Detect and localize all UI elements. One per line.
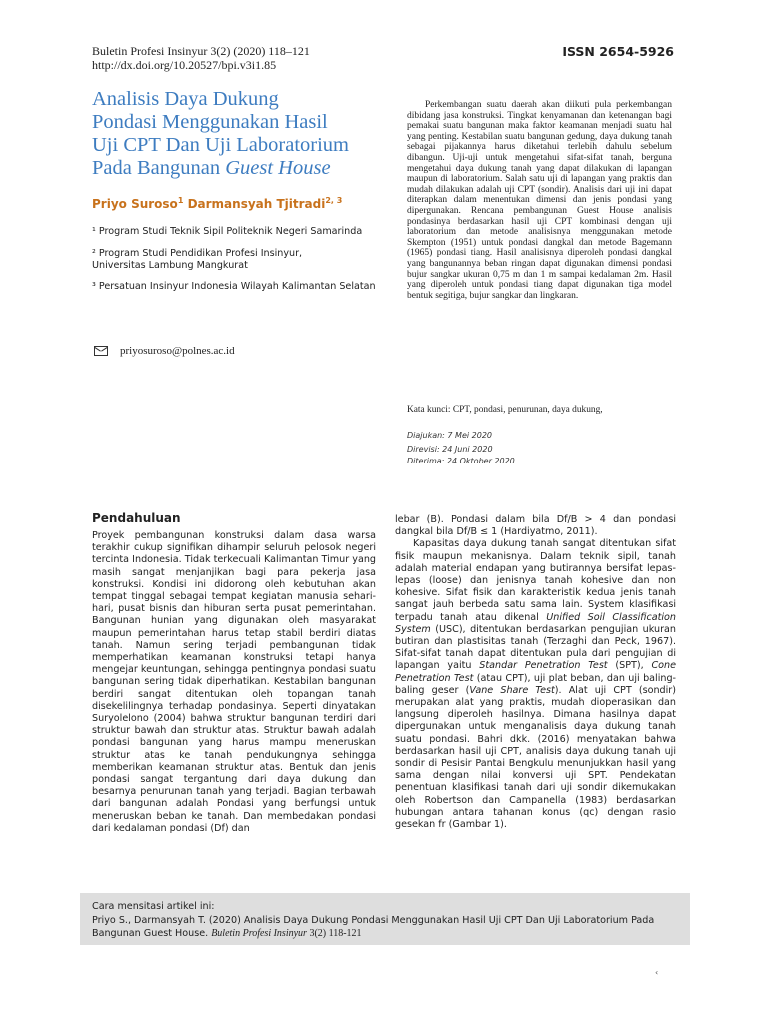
email-link[interactable]: priyosuroso@polnes.ac.id: [120, 345, 235, 357]
author-2: Darmansyah Tjitradi: [187, 197, 326, 211]
text-run: ). Alat uji CPT (sondir) merupakan alat yang praktis, mudah dioperasikan dan langsung diperoleh hasilnya. Dimana hasilnya dapat dipergunakan untuk menganalisis daya dukung tanah suatu pondasi. Bahri dkk. (2016) menyatakan bahwa berdasarkan hasil uji CPT, analisis daya dukung tanah uji sondir di Pesisir Pantai Bengkulu menunjukkan hasil yang sama dengan nilai konversi uji SPT. Pendekatan penentuan klasifikasi tanah dari uji sondir dikemukakan oleh Robertson dan Campanella (1983) berdasarkan hubungan antara tahanan konus (qc) dengan rasio gesekan fr (Gambar 1).: [395, 684, 676, 831]
text-run: (USC), ditentukan berdasarkan pengujian ukuran butiran dan plastisitas tanah (Terzaghi dan Peck, 1967). Sifat-sifat tanah dapat ditentukan pula dari pengujian di lapangan yaitu: [395, 623, 676, 672]
authors: [92, 196, 342, 211]
term-vst: Vane Share Test: [469, 684, 555, 696]
citation-volume: 3(2) 118-121: [306, 928, 362, 939]
paragraph: Proyek pembangunan konstruksi dalam dasa warsa terakhir cukup signifikan dihampir seluruh pelosok negeri tercinta Indonesia. Tidak terkecuali Kalimantan Timur yang masih sangat menjanjikan bagi para pekerja jasa konstruksi. Kondisi ini didorong oleh kebutuhan akan tempat tinggal sebagai tempat kegiatan manusia sehari-hari, pusat bisnis dan hiburan serta pusat pemerintahan. Bangunan hunian yang digunakan oleh masyarakat maupun pemerintahan harus tetap stabil berdiri diatas tanah. Namun sering terjadi pembangunan tidak memperhatikan keamanan konstruksi tetapi hanya mengejar keuntungan, sehingga pentingnya pondasi suatu bangunan sering tidak diperhatikan. Kestabilan bangunan berdiri sangat ditentukan oleh topangan tanah disekelilingnya terhadap pondasinya. Seperti dinyatakan Suryolelono (2004) bahwa struktur bangunan terdiri dari struktur bawah dan struktur atas. Struktur bawah adalah pondasi bangunan yang harus mampu meneruskan struktur atas ke tanah pendukungnya sehingga memberikan keamanan struktur atas. Bentuk dan jenis pondasi sangat tergantung dari daya dukung dan besarnya penurunan tanah yang terjadi. Bagian terbawah dari bangunan adalah Pondasi yang berfungsi untuk meneruskan beban ke tanah. Dan membedakan pondasi dari kedalaman pondasi (Df) dan: [92, 530, 376, 834]
affiliation-1: ¹ Program Studi Teknik Sipil Politeknik Negeri Samarinda: [92, 226, 363, 237]
text-run: (atau CPT), uji plat beban, dan uji baling-baling geser (: [395, 672, 676, 696]
body-column-right: [395, 514, 676, 831]
corner-mark: ‹: [655, 968, 659, 977]
title-line-3: Uji CPT Dan Uji Laboratorium: [92, 134, 349, 156]
envelope-icon: [94, 346, 108, 356]
date-accepted: Diterima: 24 Oktober 2020: [407, 457, 515, 463]
author-1-affil: 1: [177, 196, 184, 205]
term-uscs: Unified Soil Classification System: [395, 611, 676, 635]
keywords: Kata kunci: CPT, pondasi, penurunan, daya dukung,: [407, 405, 603, 415]
citation-journal: Buletin Profesi Insinyur: [211, 928, 307, 939]
term-cpt: Cone Penetration Test: [395, 660, 676, 684]
text-run: (SPT),: [607, 660, 652, 672]
citation-main: Priyo S., Darmansyah T. (2020) Analisis Daya Dukung Pondasi Menggunakan Hasil Uji CPT Dan Uji Laboratorium Pada Bangunan Guest House.: [92, 915, 655, 939]
title-line-4-italic: Guest House: [225, 157, 331, 179]
affiliation-3: ³ Persatuan Insinyur Indonesia Wilayah Kalimantan Selatan: [92, 281, 376, 292]
issn: ISSN 2654-5926: [562, 44, 674, 59]
author-1: Priyo Suroso: [92, 197, 178, 211]
journal-doi[interactable]: http://dx.doi.org/10.20527/bpi.v3i1.85: [92, 58, 277, 72]
date-submitted: Diajukan: 7 Mei 2020: [407, 431, 493, 440]
paragraph: lebar (B). Pondasi dalam bila Df/B > 4 dan pondasi dangkal bila Df/B ≤ 1 (Hardiyatmo, 2011).: [395, 514, 676, 538]
citation-label: Cara mensitasi artikel ini:: [92, 901, 215, 912]
title-line-4: [92, 157, 392, 180]
text-run: Kapasitas daya dukung tanah sangat ditentukan sifat fisik maupun mekanisnya. Dalam teknik sipil, tanah adalah material endapan yang butirannya bersifat lepas-lepas (loose) dan jenisnya tanah kohesive dan non kohesive. Sifat fisik dan karakteristik kedua jenis tanah sangat jauh berbeda satu sama lain. System klasifikasi terpadu tanah atau dikenal: [395, 538, 676, 623]
email-row: [94, 345, 235, 357]
title-line-1: Analisis Daya Dukung: [92, 88, 279, 110]
paragraph: [395, 538, 676, 831]
affiliation-2: [92, 248, 392, 271]
affiliation-2-line-2: Universitas Lambung Mangkurat: [92, 259, 248, 271]
abstract: Perkembangan suatu daerah akan diikuti pula perkembangan dibidang jasa konstruksi. Tingkat kenyamanan dan ketenangan bagi pemakai suatu bangunan maka faktor keamanan menjadi suatu hal yang penting. Kestabilan suatu bangunan gedung, daya dukung tanah sebagai pijakannya harus diketahui terlebih dahulu sebelum dibangun. Uji-uji untuk mengetahui sifat-sifat tanah, berguna mengetahui daya dukung tanah yang dapat dilakukan di lapangan maupun di laboratorium. Salah satu uji di lapangan yang praktis dan mudah dilakukan adalah uji CPT (sondir). Analisis dari uji ini dapat diterapkan dalam menentukan dimensi dan jenis pondasi yang dipergunakan. Rencana pembangunan Guest House analisis pondasinya berdasarkan hasil uji CPT kombinasi dengan uji laboratorium dan metode analisisnya menggunakan metode Skempton (1951) untuk pondasi dangkal dan metode Bagemann (1965) pondasi tiang. Hasil analisisnya diperoleh pondasi dangkal yang bangunannya beban ringan dapat digunakan dimensi pondasi bujur sangkar ukuran 0,75 m dan 1 m sampai kedalaman 2m. Hasil yang diperoleh untuk pondasi tiang dapat digunakan tiga model bentuk segitiga, bujur sangkar dan lingkaran.: [407, 100, 672, 301]
title-line-4-plain: Pada Bangunan: [92, 157, 226, 179]
author-2-affil: 2, 3: [325, 196, 343, 205]
body-column-left: [92, 530, 376, 835]
section-heading: Pendahuluan: [92, 511, 181, 525]
date-revised: Direvisi: 24 Juni 2020: [407, 445, 493, 454]
article-title: [92, 88, 392, 180]
citation-text: [92, 914, 672, 940]
journal-citation: Buletin Profesi Insinyur 3(2) (2020) 118–121: [92, 44, 310, 58]
journal-info: [92, 44, 310, 72]
term-spt: Standar Penetration Test: [479, 660, 608, 672]
affiliation-2-line-1: ² Program Studi Pendidikan Profesi Insinyur,: [92, 248, 303, 259]
title-line-2: Pondasi Menggunakan Hasil: [92, 111, 328, 133]
